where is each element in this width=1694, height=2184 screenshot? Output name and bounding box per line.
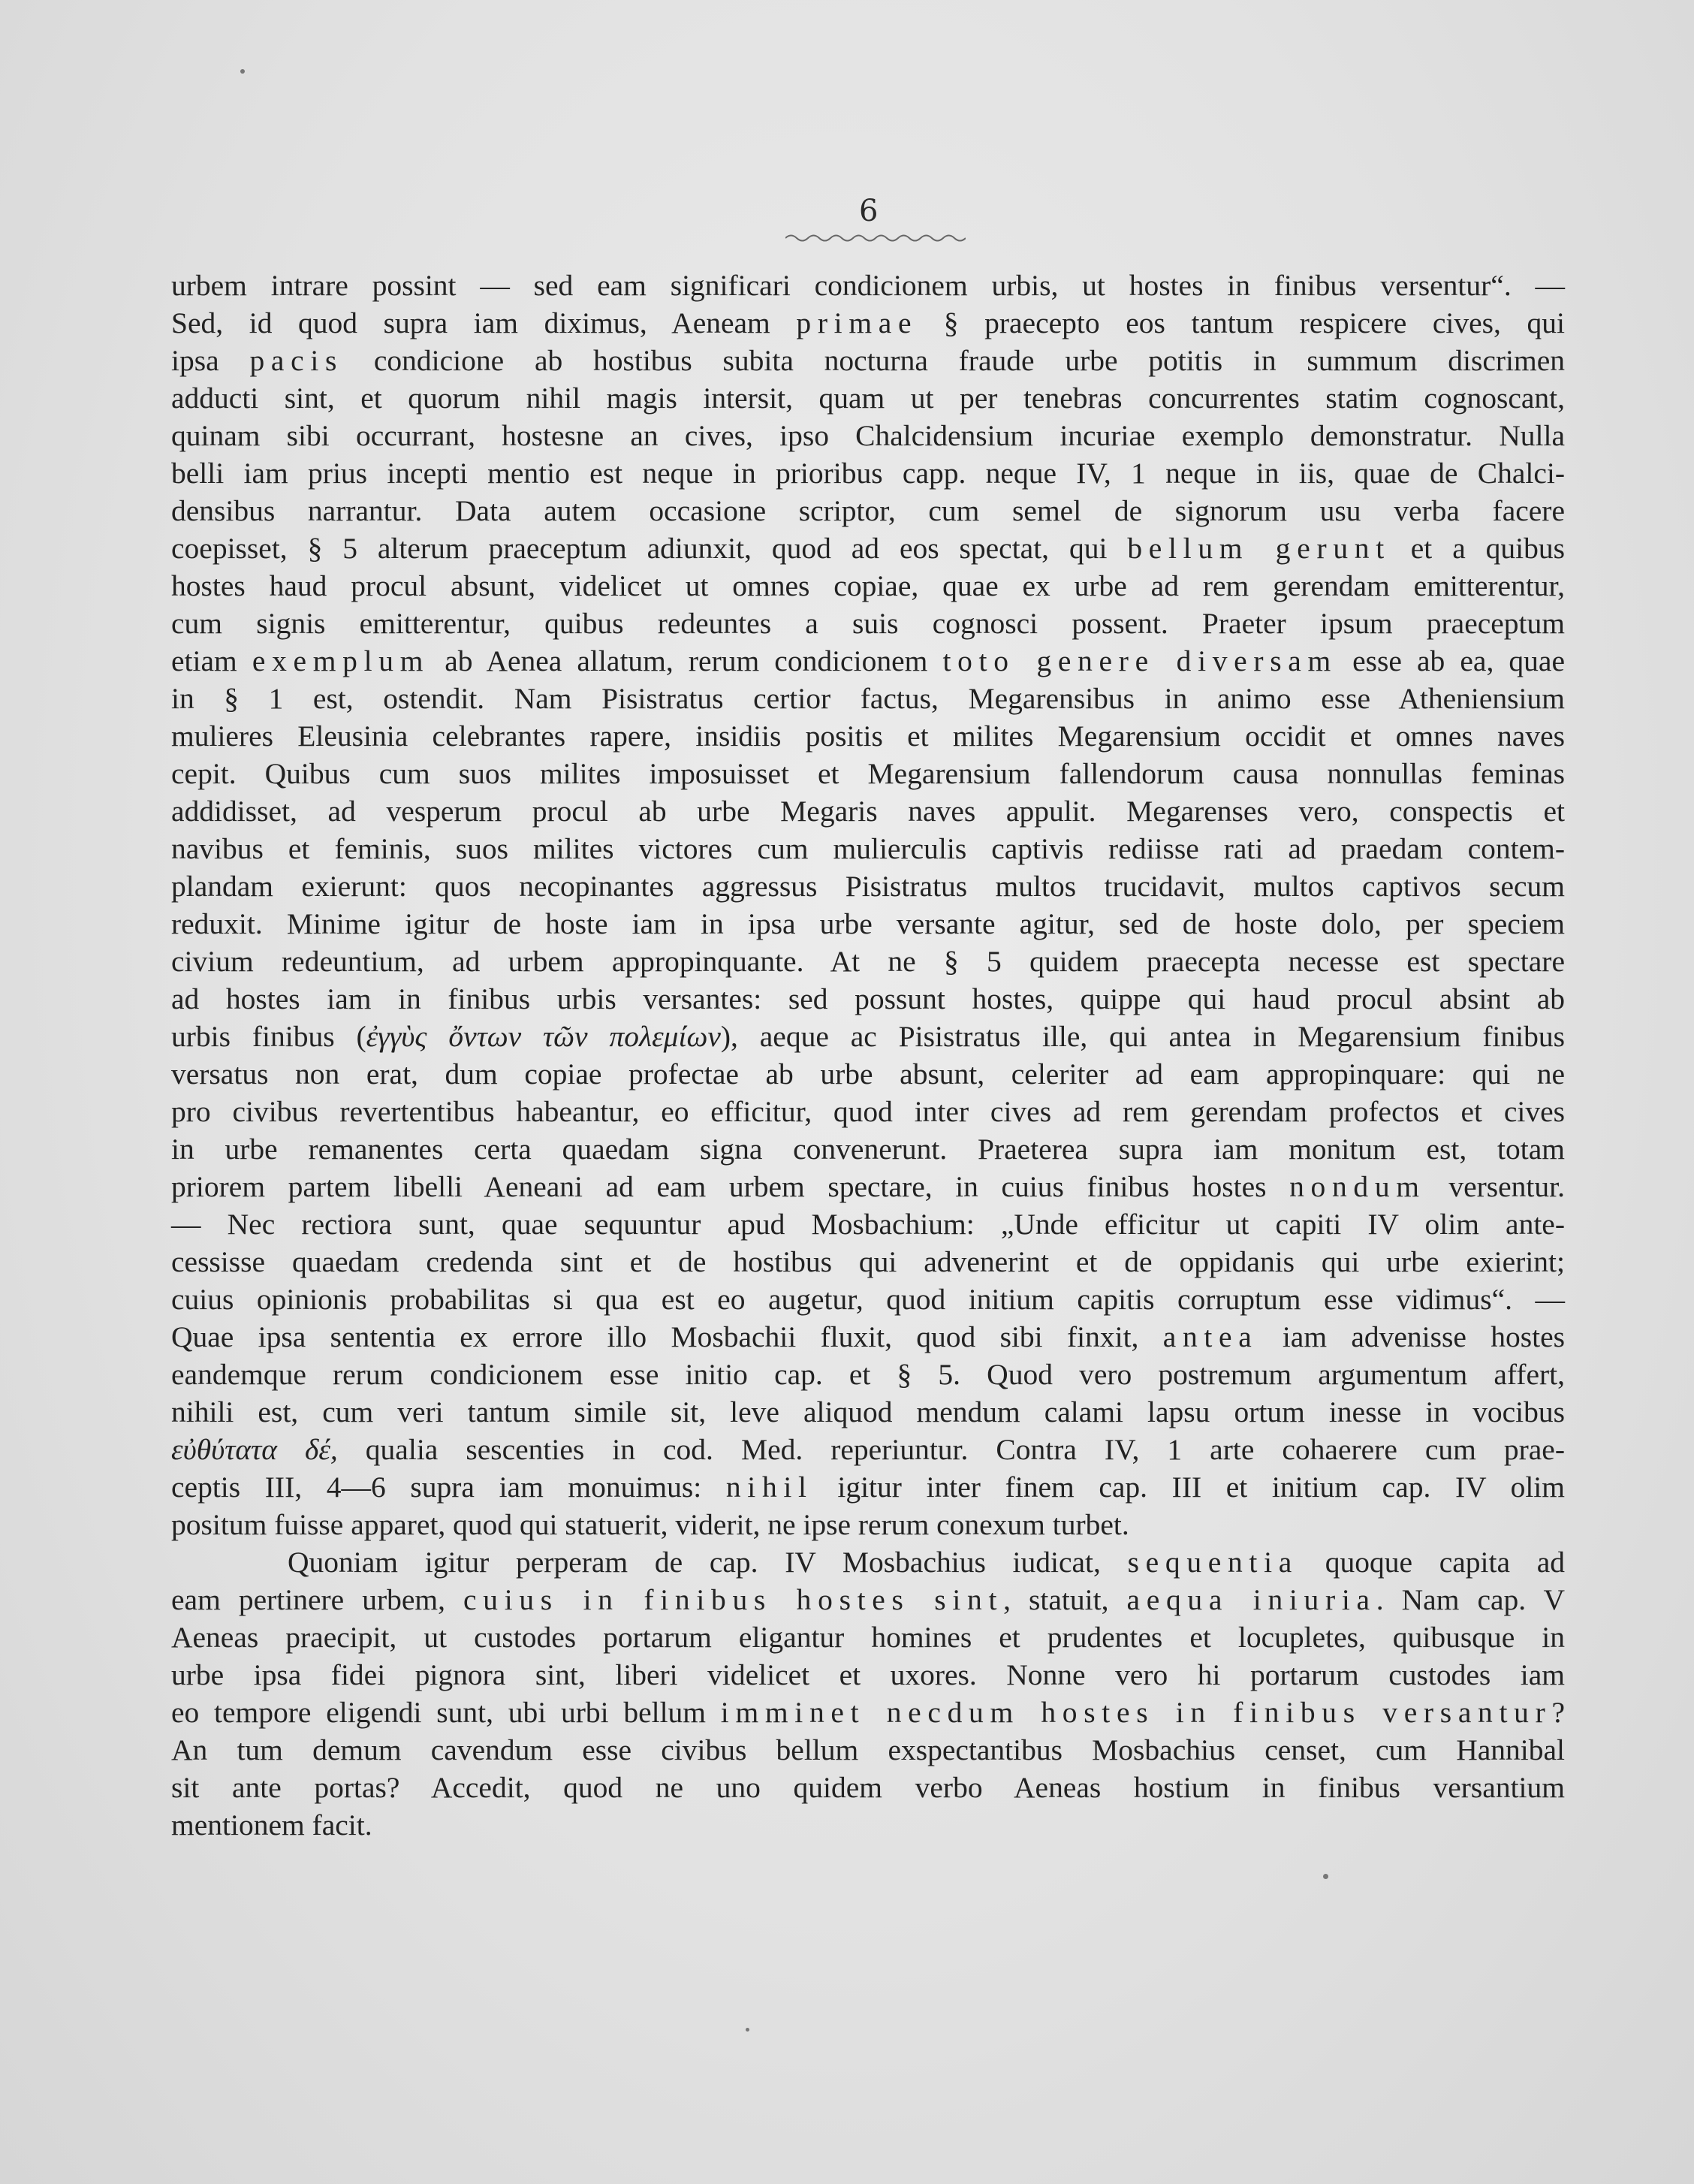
text-run: iam advenisse hostes (1258, 1320, 1565, 1353)
spaced-emphasis: nondum (1289, 1170, 1426, 1203)
text-line (171, 1168, 1565, 1205)
scan-speck (1323, 1874, 1328, 1879)
text-line (171, 1018, 1565, 1055)
page-number: 6 (859, 194, 879, 228)
text-run: densibus narrantur. Data autem occasione scriptor, cum semel de signorum usu verba facere (171, 494, 1565, 527)
text-line (171, 830, 1565, 867)
text-line (171, 1506, 1565, 1543)
text-run: cum signis emitterentur, quibus redeuntes a suis cognosci possent. Praeter ipsum praeceptum (171, 607, 1565, 640)
text-run: addidisset, ad vesperum procul ab urbe Megaris naves appulit. Megarenses vero, conspectis et (171, 795, 1565, 828)
text-line (171, 454, 1565, 492)
text-line (171, 605, 1565, 642)
text-run: cessisse quaedam credenda sint et de hostibus qui advenerint et de oppidanis qui urbe exierint; (171, 1245, 1565, 1278)
scan-speck (240, 69, 245, 74)
text-line (171, 1356, 1565, 1393)
text-run: condicione ab hostibus subita nocturna fraude urbe potitis in summum discrimen (343, 344, 1565, 377)
text-line (171, 943, 1565, 980)
text-run: An tum demum cavendum esse civibus bellum exspectantibus Mosbachius censet, cum Hannibal (171, 1733, 1565, 1766)
text-run: , statuit, (1003, 1583, 1127, 1616)
paragraph (171, 1543, 1565, 1844)
text-run: et a quibus (1390, 532, 1565, 565)
text-run: eo tempore eligendi sunt, ubi urbi bellum (171, 1696, 721, 1729)
text-run: hostes haud procul absunt, videlicet ut omnes copiae, quae ex urbe ad rem gerendam emitterentur, (171, 569, 1565, 602)
text-line (171, 980, 1565, 1018)
spaced-emphasis: toto genere diversam (942, 644, 1337, 677)
text-run: § praecepto eos tantum respicere cives, qui (918, 306, 1565, 339)
text-line (171, 792, 1565, 830)
text-run: quinam sibi occurrant, hostesne an cives, ipso Chalcidensium incuriae exemplo demonstratur. Nulla (171, 419, 1565, 452)
text-line (171, 1581, 1565, 1618)
spaced-emphasis: bellum gerunt (1127, 532, 1391, 565)
text-line (171, 1769, 1565, 1806)
text-line (171, 717, 1565, 755)
wavy-rule-icon (785, 233, 966, 243)
text-run: quoque capita ad (1298, 1546, 1565, 1579)
text-run: cuius opinionis probabilitas si qua est eo augetur, quod initium capitis corruptum esse vidimus“. — (171, 1283, 1565, 1316)
text-line (171, 567, 1565, 605)
text-run: eandemque rerum condicionem esse initio cap. et § 5. Quod vero postremum argumentum affert, (171, 1358, 1565, 1391)
body-text (171, 267, 1565, 1844)
text-run: Quae ipsa sententia ex errore illo Mosbachii fluxit, quod sibi finxit, (171, 1320, 1163, 1353)
text-run: urbe ipsa fidei pignora sint, liberi videlicet et uxores. Nonne vero hi portarum custodes iam (171, 1658, 1565, 1691)
text-line (171, 1431, 1565, 1468)
text-run: versentur. (1425, 1170, 1565, 1203)
text-line (171, 1055, 1565, 1093)
text-run: coepisset, § 5 alterum praeceptum adiunxit, quod ad eos spectat, qui (171, 532, 1128, 565)
spaced-emphasis: antea (1162, 1320, 1258, 1353)
text-line (171, 1618, 1565, 1656)
text-run: igitur inter finem cap. III et initium cap. IV olim (812, 1471, 1566, 1504)
scan-speck (746, 2028, 749, 2032)
text-line (171, 1656, 1565, 1694)
text-run: Sed, id quod supra iam diximus, Aeneam (171, 306, 797, 339)
text-run: plandam exierunt: quos necopinantes aggressus Pisistratus multos trucidavit, multos captivos secum (171, 870, 1565, 903)
text-line (171, 304, 1565, 342)
spaced-emphasis: aequa iniuria (1126, 1583, 1376, 1616)
spaced-emphasis: sequentia (1127, 1546, 1298, 1579)
text-run: mentionem facit. (171, 1808, 372, 1842)
text-run: cepit. Quibus cum suos milites imposuisset et Megarensium fallendorum causa nonnullas feminas (171, 757, 1565, 790)
text-line (171, 905, 1565, 943)
spaced-emphasis: pacis (249, 344, 344, 377)
text-line (171, 755, 1565, 792)
text-line (171, 867, 1565, 905)
text-run: ad hostes iam in finibus urbis versantes: sed possunt hostes, quippe qui haud procul absint ab (171, 982, 1565, 1015)
text-line (171, 642, 1565, 680)
text-run: ? (1551, 1696, 1565, 1729)
text-run: mulieres Eleusinia celebrantes rapere, insidiis positis et milites Megarensium occidit et omnes naves (171, 719, 1565, 753)
text-run: etiam (171, 644, 252, 677)
text-run: in urbe remanentes certa quaedam signa convenerunt. Praeterea supra iam monitum est, totam (171, 1133, 1565, 1166)
text-run: . Nam cap. V (1376, 1583, 1565, 1616)
text-line (171, 417, 1565, 454)
text-line (171, 1130, 1565, 1168)
text-line (171, 1318, 1565, 1356)
text-run: positum fuisse apparet, quod qui statuerit, viderit, ne ipse rerum conexum turbet. (171, 1508, 1129, 1541)
text-run: pro civibus revertentibus habeantur, eo efficitur, quod inter cives ad rem gerendam profectos et cives (171, 1095, 1565, 1128)
text-line (171, 342, 1565, 379)
text-line (171, 267, 1565, 304)
paragraph (171, 267, 1565, 1543)
greek-quotation: εὐθύτατα δέ, (171, 1433, 338, 1466)
text-line (171, 1694, 1565, 1731)
text-line (171, 1806, 1565, 1844)
text-run: reduxit. Minime igitur de hoste iam in ipsa urbe versante agitur, sed de hoste dolo, per speciem (171, 907, 1565, 940)
text-line (171, 492, 1565, 529)
text-run: in § 1 est, ostendit. Nam Pisistratus certior factus, Megarensibus in animo esse Atheniensium (171, 682, 1565, 715)
text-line (171, 1281, 1565, 1318)
text-line (171, 1731, 1565, 1769)
text-run: ipsa (171, 344, 250, 377)
text-line (171, 529, 1565, 567)
greek-quotation: ἐγγὺς ὄντων τῶν πολεμίων (366, 1020, 721, 1053)
text-line (171, 1243, 1565, 1281)
text-line (171, 1093, 1565, 1130)
text-line (171, 1393, 1565, 1431)
text-run: adducti sint, et quorum nihil magis intersit, quam ut per tenebras concurrentes statim cognoscant, (171, 382, 1565, 415)
spaced-emphasis: exemplum (252, 644, 430, 677)
text-run: ), aeque ac Pisistratus ille, qui antea in Megarensium finibus (720, 1020, 1566, 1053)
text-run: nihili est, cum veri tantum simile sit, leve aliquod mendum calami lapsu ortum inesse in vocibus (171, 1395, 1565, 1428)
text-line (171, 1543, 1565, 1581)
text-run: urbem intrare possint — sed eam significari condicionem urbis, ut hostes in finibus versentur“. — (171, 269, 1565, 302)
text-run: esse ab ea, quae (1337, 644, 1565, 677)
text-run: belli iam prius incepti mentio est neque in prioribus capp. neque IV, 1 neque in iis, quae de Chalci- (171, 457, 1565, 490)
text-run: priorem partem libelli Aeneani ad eam urbem spectare, in cuius finibus hostes (171, 1170, 1290, 1203)
text-run: — Nec rectiora sunt, quae sequuntur apud Mosbachium: „Unde efficitur ut capiti IV olim ante- (171, 1208, 1565, 1241)
text-run: ceptis III, 4—6 supra iam monuimus: (171, 1471, 726, 1504)
spaced-emphasis: nihil (725, 1471, 813, 1504)
text-run: Quoniam igitur perperam de cap. IV Mosbachius iudicat, (288, 1546, 1128, 1579)
text-line (171, 1205, 1565, 1243)
text-run: civium redeuntium, ad urbem appropinquante. At ne § 5 quidem praecepta necesse est spectare (171, 945, 1565, 978)
text-run: ab Aenea allatum, rerum condicionem (430, 644, 943, 677)
text-run: eam pertinere urbem, (171, 1583, 464, 1616)
text-run: versatus non erat, dum copiae profectae ab urbe absunt, celeriter ad eam appropinquare: qui ne (171, 1057, 1565, 1090)
spaced-emphasis: imminet necdum hostes in finibus versantur (720, 1696, 1552, 1729)
text-line (171, 1468, 1565, 1506)
text-run: Aeneas praecipit, ut custodes portarum eligantur homines et prudentes et locupletes, quibusque in (171, 1621, 1565, 1654)
text-run: navibus et feminis, suos milites victores cum mulierculis captivis rediisse rati ad praedam contem- (171, 832, 1565, 865)
text-run: urbis finibus ( (171, 1020, 366, 1053)
text-line (171, 680, 1565, 717)
text-line (171, 379, 1565, 417)
spaced-emphasis: cuius in finibus hostes sint (463, 1583, 1004, 1616)
spaced-emphasis: primae (796, 306, 918, 339)
text-run: sit ante portas? Accedit, quod ne uno quidem verbo Aeneas hostium in finibus versantium (171, 1771, 1565, 1804)
text-run: qualia sescenties in cod. Med. reperiuntur. Contra IV, 1 arte cohaerere cum prae- (337, 1433, 1565, 1466)
